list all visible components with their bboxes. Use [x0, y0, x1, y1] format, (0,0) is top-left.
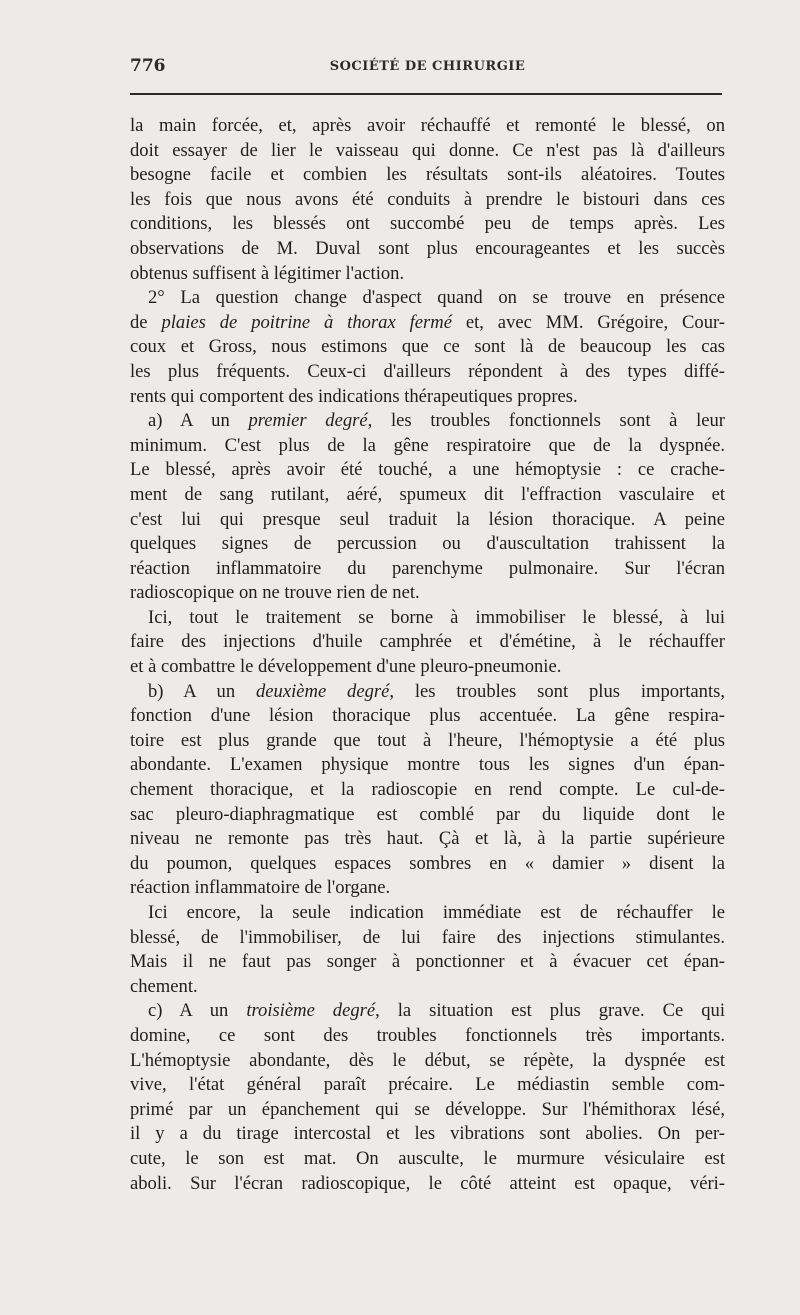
text-line: toire est plus grande que tout à l'heure, l'hémoptysie a été plus [130, 729, 725, 751]
text-line: rents qui comportent des indications thérapeutiques propres. [130, 385, 578, 407]
text-line: sac pleuro-diaphragmatique est comblé par du liquide dont le [130, 803, 725, 825]
text-line: chement. [130, 975, 198, 997]
text-line: coux et Gross, nous estimons que ce sont là de beaucoup les cas [130, 336, 725, 358]
text-line: fonction d'une lésion thoracique plus accentuée. La gêne respira- [130, 705, 725, 727]
text-line: réaction inflammatoire de l'organe. [130, 877, 391, 899]
text-line: chement thoracique, et la radioscopie en rend compte. Le cul-de- [130, 779, 725, 801]
text-line: du poumon, quelques espaces sombres en « damier » disent la [130, 852, 725, 874]
text-line: Ici, tout le traitement se borne à immobiliser le blessé, à lui [148, 606, 725, 628]
text-line: niveau ne remonte pas très haut. Çà et là, à la partie supérieure [130, 828, 725, 850]
text-line: il y a du tirage intercostal et les vibrations sont abolies. On per- [130, 1123, 725, 1145]
text-line: domine, ce sont des troubles fonctionnels très importants. [130, 1024, 725, 1046]
text-line: besogne facile et combien les résultats sont-ils aléatoires. Toutes [130, 164, 725, 186]
page-header [130, 50, 725, 84]
text-line: blessé, de l'immobiliser, de lui faire des injections stimulantes. [130, 926, 725, 948]
text-line: Mais il ne faut pas songer à ponctionner et à évacuer cet épan- [130, 951, 725, 973]
text-line: Ici encore, la seule indication immédiate est de réchauffer le [148, 902, 725, 923]
text-line: L'hémoptysie abondante, dès le début, se répète, la dyspnée est [130, 1049, 725, 1071]
text-segment: et, avec MM. Grégoire, Cour- [451, 311, 725, 333]
text-line: la main forcée, et, après avoir réchauffé et remonté le blessé, on [130, 115, 725, 136]
text-line: faire des injections d'huile camphrée et d'émétine, à le réchauffer [130, 631, 725, 653]
italic-term: troisième degré [246, 1000, 376, 1022]
running-title: SOCIÉTÉ DE CHIRURGIE [329, 59, 526, 74]
text-segment: de [130, 311, 162, 333]
text-line: les fois que nous avons été conduits à prendre le bistouri dans ces [130, 188, 725, 210]
text-line [130, 311, 725, 336]
text-line [130, 680, 725, 705]
italic-term: plaies de poitrine à thorax fermé [161, 311, 452, 333]
text-line: réaction inflammatoire du parenchyme pulmonaire. Sur l'écran [130, 557, 725, 579]
text-line: abondante. L'examen physique montre tous les signes d'un épan- [130, 754, 725, 776]
text-line: radioscopique on ne trouve rien de net. [130, 582, 420, 604]
italic-term: premier degré [248, 410, 368, 432]
text-line: primé par un épanchement qui se développe. Sur l'hémithorax lésé, [130, 1098, 725, 1120]
text-line: minimum. C'est plus de la gêne respiratoire que de la dyspnée. [130, 434, 725, 456]
text-line: quelques signes de percussion ou d'auscultation trahissent la [130, 533, 725, 555]
text-line [130, 999, 725, 1024]
text-line: ment de sang rutilant, aéré, spumeux dit l'effraction vasculaire et [130, 483, 725, 505]
text-line: aboli. Sur l'écran radioscopique, le côté atteint est opaque, véri- [130, 1172, 725, 1194]
text-segment: b) A un [148, 680, 256, 702]
text-line: cute, le son est mat. On ausculte, le murmure vésiculaire est [130, 1147, 725, 1169]
text-segment: , la situation est plus grave. Ce qui [375, 1000, 725, 1022]
text-segment: , les troubles fonctionnels sont à leur [367, 410, 726, 432]
text-line: 2° La question change d'aspect quand on se trouve en présence [148, 287, 725, 309]
italic-term: deuxième degré [256, 680, 390, 702]
text-line: les plus fréquents. Ceux-ci d'ailleurs répondent à des types diffé- [130, 360, 725, 382]
text-line [130, 409, 725, 434]
text-line: observations de M. Duval sont plus encourageantes et les succès [130, 237, 725, 259]
text-segment: , les troubles sont plus importants, [389, 680, 726, 702]
text-line: obtenus suffisent à légitimer l'action. [130, 262, 405, 284]
header-rule [130, 93, 722, 95]
text-line: et à combattre le développement d'une pleuro-pneumonie. [130, 656, 562, 678]
text-segment: c) A un [148, 1000, 247, 1022]
page-number: 776 [130, 56, 166, 76]
text-line: vive, l'état général paraît précaire. Le médiastin semble com- [130, 1074, 725, 1096]
text-line: Le blessé, après avoir été touché, a une hémoptysie : ce crache- [130, 459, 725, 481]
text-line: c'est lui qui presque seul traduit la lésion thoracique. A peine [130, 508, 725, 530]
text-line: conditions, les blessés ont succombé peu de temps après. Les [130, 213, 725, 235]
body-text [130, 114, 725, 1196]
text-line: doit essayer de lier le vaisseau qui donne. Ce n'est pas là d'ailleurs [130, 139, 725, 161]
text-segment: a) A un [148, 410, 249, 432]
